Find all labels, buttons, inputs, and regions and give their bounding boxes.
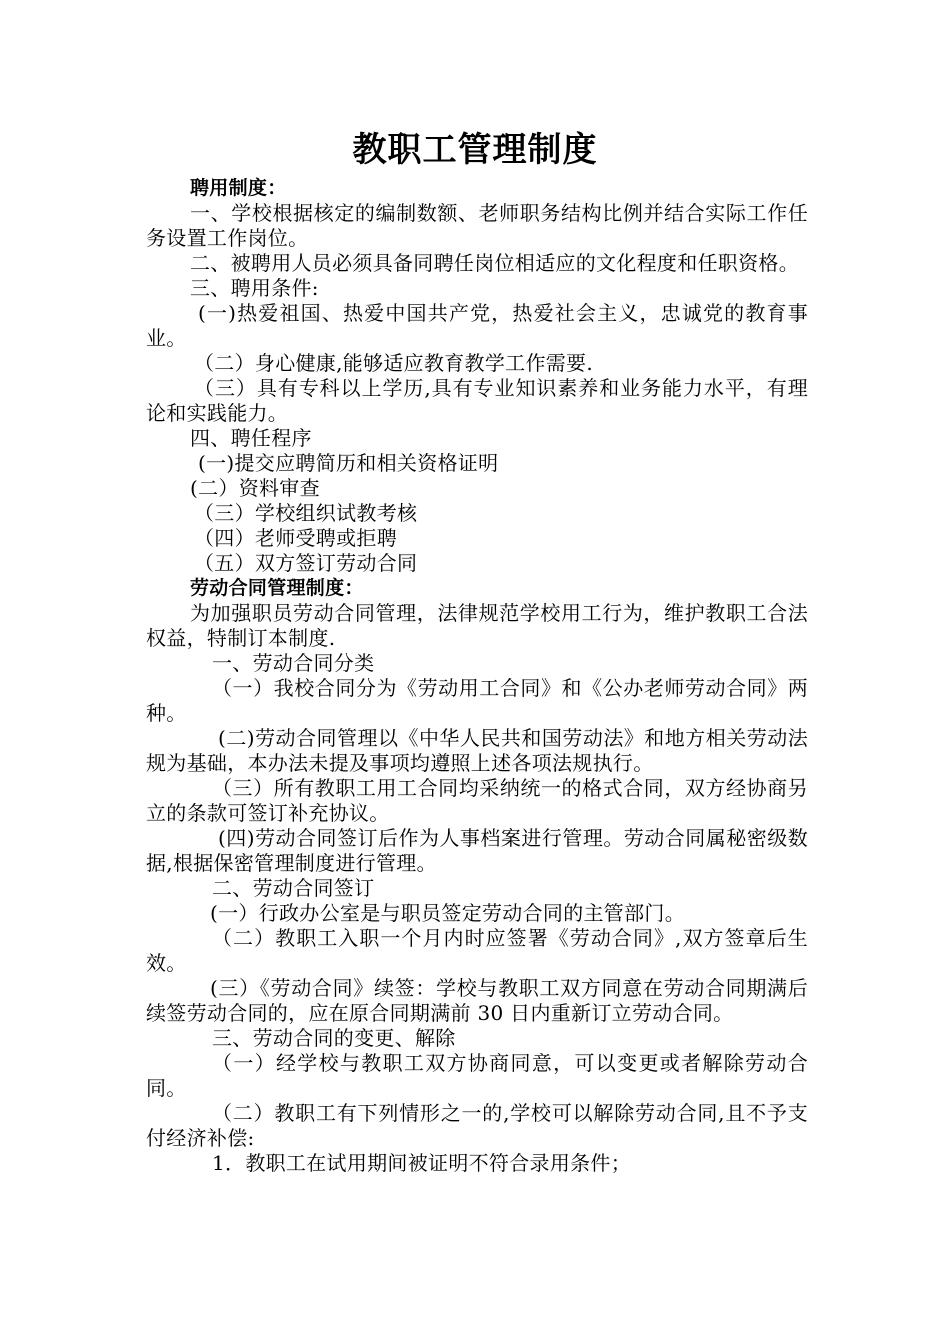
paragraph: 三、聘用条件:: [190, 276, 319, 300]
section-heading-labor-contract: 劳动合同管理制度：: [190, 577, 364, 599]
paragraph: (一)热爱祖国、热爱中国共产党，热爱社会主义，忠诚党的教育事业。: [146, 301, 808, 350]
paragraph: (三）《劳动合同》续签：学校与教职工双方同意在劳动合同期满后续签劳动合同的，应在原合同期满前 30 日内重新订立劳动合同。: [146, 976, 808, 1025]
section-heading-hiring: 聘用制度：: [190, 177, 287, 199]
paragraph: 为加强职员劳动合同管理，法律规范学校用工行为，维护教职工合法权益，特制订本制度.: [146, 601, 808, 650]
paragraph: 一、劳动合同分类: [212, 651, 375, 675]
paragraph: 三、劳动合同的变更、解除: [212, 1026, 456, 1050]
paragraph: （一）我校合同分为《劳动用工合同》和《公办老师劳动合同》两种。: [146, 676, 808, 725]
paragraph: (一)提交应聘简历和相关资格证明: [198, 451, 499, 475]
paragraph: （一）经学校与教职工双方协商同意，可以变更或者解除劳动合同。: [146, 1051, 808, 1100]
paragraph: （三）具有专科以上学历,具有专业知识素养和业务能力水平，有理论和实践能力。: [146, 376, 808, 425]
paragraph: 一、学校根据核定的编制数额、老师职务结构比例并结合实际工作任务设置工作岗位。: [146, 201, 808, 250]
paragraph: 四、聘任程序: [190, 426, 312, 450]
paragraph: (二)劳动合同管理以《中华人民共和国劳动法》和地方相关劳动法规为基础，本办法未提及事项均遵照上述各项法规执行。: [146, 726, 808, 775]
paragraph: (一）行政办公室是与职员签定劳动合同的主管部门。: [210, 901, 686, 925]
paragraph: 二、被聘用人员必须具备同聘任岗位相适应的文化程度和任职资格。: [190, 251, 799, 275]
paragraph: （三）所有教职工用工合同均采纳统一的格式合同，双方经协商另立的条款可签订补充协议。: [146, 776, 808, 825]
paragraph: (二）资料审查: [190, 476, 320, 500]
paragraph: （二）教职工入职一个月内时应签署《劳动合同》,双方签章后生效。: [146, 926, 808, 975]
paragraph: (四)劳动合同签订后作为人事档案进行管理。劳动合同属秘密级数据,根据保密管理制度进行管理。: [146, 826, 808, 875]
paragraph: 1．教职工在试用期间被证明不符合录用条件；: [212, 1151, 632, 1175]
paragraph: 二、劳动合同签订: [212, 876, 375, 900]
document-body: [146, 176, 808, 1176]
paragraph: （二）身心健康,能够适应教育教学工作需要.: [194, 351, 594, 375]
paragraph: （四）老师受聘或拒聘: [194, 526, 397, 550]
paragraph: （五）双方签订劳动合同: [194, 551, 418, 575]
document-title: 教职工管理制度: [352, 130, 598, 170]
paragraph: （三）学校组织试教考核: [194, 501, 418, 525]
paragraph: （二）教职工有下列情形之一的,学校可以解除劳动合同,且不予支付经济补偿:: [146, 1101, 808, 1150]
